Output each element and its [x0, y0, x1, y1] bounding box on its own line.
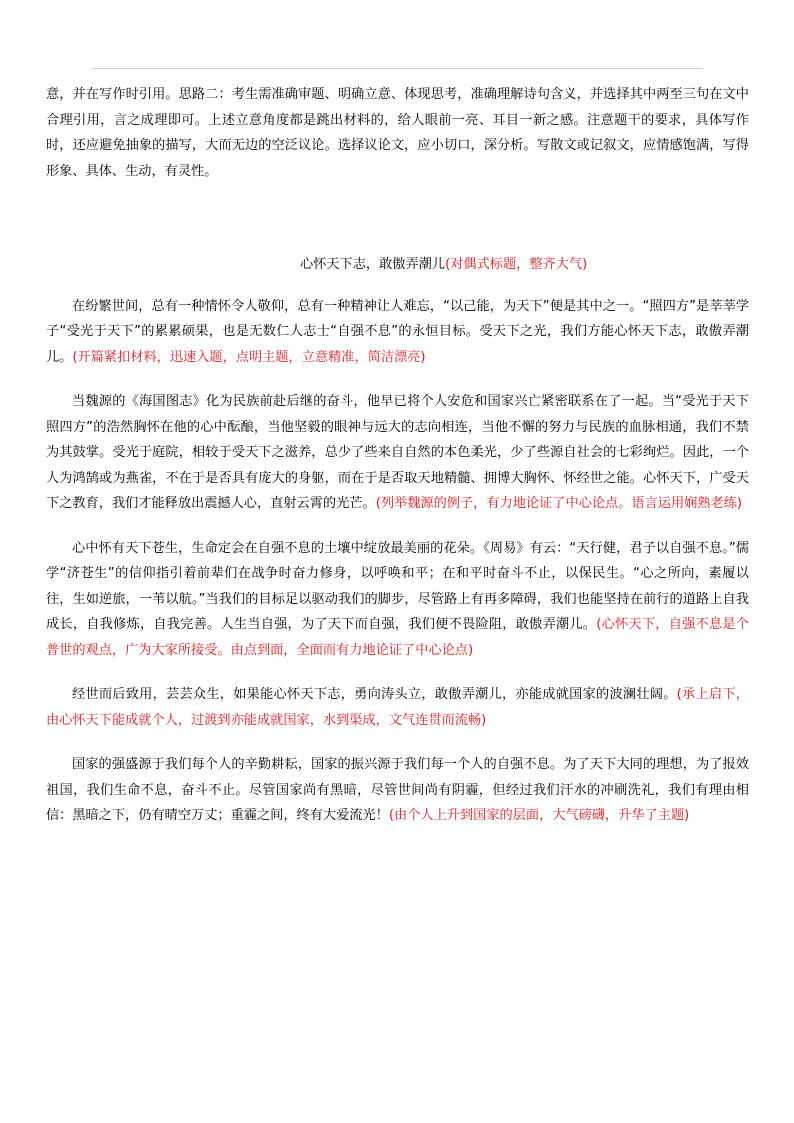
essay-paragraph-2 — [46, 389, 749, 517]
document-body — [46, 82, 749, 829]
paragraph-annotation: (列举魏源的例子，有力地论证了中心论点。语言运用娴熟老练) — [375, 496, 743, 511]
essay-title-line — [46, 252, 749, 278]
essay-title: 心怀天下志，敢傲弄潮儿 — [300, 257, 446, 272]
paragraph-text: 在纷繁世间，总有一种情怀令人敬仰，总有一种精神让人难忘，“以己能，为天下”便是其中之一。“照四方”是莘莘学子“受光于天下”的累累硕果，也是无数仁人志士“自强不息”的永恒目标。受天下之光，我们方能心怀天下志，敢傲弄潮儿。 — [46, 298, 749, 365]
essay-paragraph-5 — [46, 752, 749, 829]
essay-paragraph-4 — [46, 682, 749, 733]
paragraph-text: 国家的强盛源于我们每个人的辛勤耕耘，国家的振兴源于我们每一个人的自强不息。为了天下大同的理想，为了报效祖国，我们生命不息，奋斗不止。尽管国家尚有黑暗，尽管世间尚有阴霾，但经过我们汗水的冲刷洗礼，我们有理由相信：黑暗之下，仍有晴空万丈；重霾之间，终有大爱流光！ — [46, 757, 749, 823]
paragraph-text: 经世而后致用，芸芸众生，如果能心怀天下志，勇向涛头立，敢傲弄潮儿，亦能成就国家的波澜壮阔。 — [72, 687, 677, 702]
paragraph-annotation: (承上启下，由心怀天下能成就个人，过渡到亦能成就国家，水到渠成，文气连贯而流畅) — [46, 687, 749, 728]
paragraph-annotation: (开篇紧扣材料，迅速入题，点明主题，立意精准，简洁漂亮) — [72, 349, 426, 365]
title-annotation: (对偶式标题，整齐大气) — [445, 257, 588, 272]
essay-paragraph-3 — [46, 536, 749, 664]
intro-paragraph: 意，并在写作时引用。思路二：考生需准确审题、明确立意、体现思考，准确理解诗句含义，并选择其中两至三句在文中合理引用，言之成理即可。上述立意角度都是跳出材料的，给人眼前一亮、耳目一新之感。注意题干的要求，具体写作时，还应避免抽象的描写，大而无边的空泛议论。选择议论文，应小切口，深分析。写散文或记叙文，应情感饱满，写得形象、具体、生动，有灵性。 — [46, 87, 749, 179]
paragraph-annotation: (由个人上升到国家的层面，大气磅礴，升华了主题) — [388, 808, 690, 823]
paragraph-text: 心中怀有天下苍生，生命定会在自强不息的土壤中绽放最美丽的花朵。《周易》有云：“天行健，君子以自强不息。”儒学“济苍生”的信仰指引着前辈们在战争时奋力修身，以呼唤和平；在和平时奋斗不止，以保民生。“心之所向，素履以往，生如逆旅，一苇以航。”当我们的目标足以驱动我们的脚步，尽管路上有再多障碍，我们也能坚持在前行的道路上自我成长，自我修炼，自我完善。人生当自强，为了天下而自强，我们便不畏险阻，敢傲弄潮儿。 — [46, 540, 749, 632]
essay-paragraph-1 — [46, 294, 749, 371]
header-rule — [91, 68, 703, 69]
paragraph-text: 当魏源的《海国图志》化为民族前赴后继的奋斗，他早已将个人安危和国家兴亡紧密联系在了一起。当“受光于天下照四方”的浩然胸怀在他的心中酝酿，当他坚毅的眼神与远大的志向相连，当他不懈的努力与民族的血脉相通，我们不禁为其鼓掌。受光于庭院，相较于受天下之滋养，总少了些来自自然的本色柔光，少了些源自社会的七彩绚烂。因此，一个人为鸿鹄或为燕雀，不在于是否具有庞大的身躯，而在于是否取天地精髓、拥博大胸怀、怀经世之能。心怀天下，广受天下之教育，我们才能释放出震撼人心，直射云霄的光芒。 — [46, 394, 749, 511]
paragraph-annotation: (心怀天下，自强不息是个普世的观点，广为大家所接受。由点到面，全面而有力地论证了中心论点) — [46, 617, 749, 658]
